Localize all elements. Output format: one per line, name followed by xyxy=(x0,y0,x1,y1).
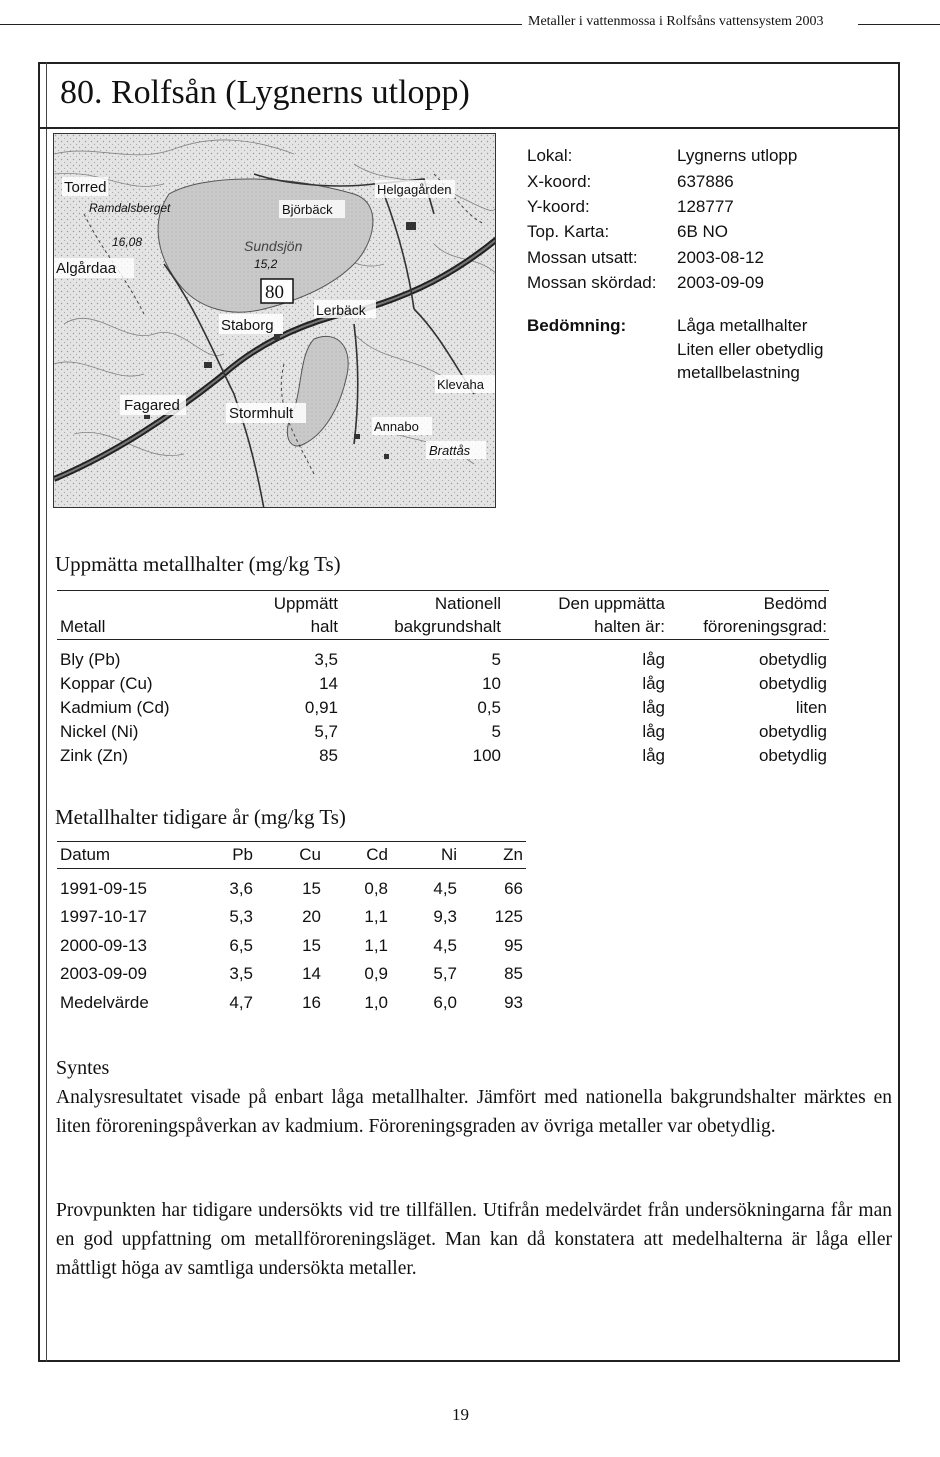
history-cell: 66 xyxy=(504,879,523,898)
map-label-klevaha: Klevaha xyxy=(437,377,484,392)
history-cell: 15 xyxy=(302,936,321,955)
bedomning-line-1: Låga metallhalter xyxy=(677,316,808,335)
table-cell-metall: Zink (Zn) xyxy=(60,746,128,765)
history-cell: 125 xyxy=(494,907,523,926)
table-cell-halten: låg xyxy=(642,650,665,669)
synthesis-paragraph-2: Provpunkten har tidigare undersökts vid tre tillfällen. Utifrån medelvärdet från undersökningarna får man en god uppfattning om metallföroreningsläget. Man kan då konstatera att medelhalterna är låga eller måttligt höga av samtliga undersökta metaller. xyxy=(56,1200,892,1279)
top-karta-value: 6B NO xyxy=(677,222,729,241)
map-label-fagared: Fagared xyxy=(124,397,180,414)
history-header-cu: Cu xyxy=(299,845,321,864)
table-cell-halt: 5,7 xyxy=(314,722,338,741)
table-cell-halten: låg xyxy=(642,722,665,741)
title-rule xyxy=(38,127,900,129)
col-header-uppmatt-2: halt xyxy=(310,617,338,636)
x-koord-value: 637886 xyxy=(677,172,734,191)
map-label-annabo: Annabo xyxy=(374,419,419,434)
col-header-grad-2: föroreningsgrad: xyxy=(703,617,827,636)
site-map xyxy=(53,133,496,508)
col-header-uppmatt-1: Uppmätt xyxy=(273,594,338,613)
bedomning-line-3: metallbelastning xyxy=(677,363,800,382)
mossan-skordad-label: Mossan skördad: xyxy=(527,273,657,292)
history-cell: 14 xyxy=(302,964,321,983)
map-label-lerback: Lerbäck xyxy=(316,302,366,318)
history-cell: 1,0 xyxy=(364,993,388,1012)
history-cell: 4,5 xyxy=(433,879,457,898)
col-header-grad-1: Bedömd xyxy=(763,594,827,613)
map-label-staborg: Staborg xyxy=(221,317,274,334)
table-cell-metall: Kadmium (Cd) xyxy=(60,698,170,717)
map-label-elev-15: 15,2 xyxy=(254,257,278,271)
lokal-value: Lygnerns utlopp xyxy=(677,146,798,165)
history-cell: 6,5 xyxy=(229,936,253,955)
history-header-rule xyxy=(57,868,526,869)
map-label-algardaa: Algårdaa xyxy=(56,260,117,277)
map-site-number: 80 xyxy=(265,282,284,303)
bedomning-line-2: Liten eller obetydlig xyxy=(677,340,824,359)
page-title: 80. Rolfsån (Lygnerns utlopp) xyxy=(60,74,470,111)
bedomning-label: Bedömning: xyxy=(527,316,627,335)
map-label-stormhult: Stormhult xyxy=(229,405,294,422)
topographic-map-image xyxy=(54,134,496,508)
measured-header-rule xyxy=(57,639,829,640)
table-cell-grad: obetydlig xyxy=(758,650,827,669)
lokal-label: Lokal: xyxy=(527,146,573,165)
map-label-elev-16: 16,08 xyxy=(112,235,143,249)
table-cell-halt: 85 xyxy=(319,746,338,765)
history-cell: 16 xyxy=(302,993,321,1012)
header-rule-left xyxy=(0,24,522,25)
table-cell-bakgrund: 100 xyxy=(472,746,501,765)
history-heading: Metallhalter tidigare år (mg/kg Ts) xyxy=(55,805,346,829)
measured-top-rule xyxy=(57,590,829,591)
mossan-skordad-value: 2003-09-09 xyxy=(677,273,764,292)
col-header-metall: Metall xyxy=(60,617,106,636)
history-cell: 6,0 xyxy=(433,993,457,1012)
x-koord-label: X-koord: xyxy=(527,172,592,191)
table-cell-grad: liten xyxy=(795,698,827,717)
frame-inner-rule xyxy=(46,62,47,1362)
history-cell: 15 xyxy=(302,879,321,898)
table-cell-halt: 0,91 xyxy=(304,698,338,717)
history-cell: 2000-09-13 xyxy=(60,936,147,955)
table-cell-grad: obetydlig xyxy=(758,746,827,765)
table-cell-bakgrund: 5 xyxy=(491,722,501,741)
history-header-cd: Cd xyxy=(366,845,388,864)
history-cell: 9,3 xyxy=(433,907,457,926)
table-cell-bakgrund: 10 xyxy=(482,674,501,693)
mossan-utsatt-label: Mossan utsatt: xyxy=(527,248,638,267)
history-cell: 2003-09-09 xyxy=(60,964,147,983)
history-cell: Medelvärde xyxy=(60,993,149,1012)
history-cell: 95 xyxy=(504,936,523,955)
map-label-torred: Torred xyxy=(64,179,107,196)
table-cell-halt: 14 xyxy=(319,674,338,693)
history-cell: 93 xyxy=(504,993,523,1012)
synthesis-paragraph-1: Analysresultatet visade på enbart låga metallhalter. Jämfört med nationella bakgrundshalter märktes en liten föroreningspåverkan av kadmium. Föroreningsgraden av övriga metaller var obetydlig. xyxy=(56,1087,892,1137)
table-cell-halt: 3,5 xyxy=(314,650,338,669)
history-cell: 1997-10-17 xyxy=(60,907,147,926)
history-header-ni: Ni xyxy=(440,845,457,864)
history-cell: 0,9 xyxy=(364,964,388,983)
table-cell-metall: Nickel (Ni) xyxy=(60,722,139,741)
history-cell: 1991-09-15 xyxy=(60,879,147,898)
measured-heading: Uppmätta metallhalter (mg/kg Ts) xyxy=(55,552,341,576)
table-cell-grad: obetydlig xyxy=(758,674,827,693)
map-label-ramdalsberget: Ramdalsberget xyxy=(89,201,171,215)
history-header-zn: Zn xyxy=(503,845,523,864)
history-header-pb: Pb xyxy=(232,845,253,864)
table-cell-halten: låg xyxy=(642,746,665,765)
history-cell: 4,5 xyxy=(433,936,457,955)
map-label-helgagarden: Helgagården xyxy=(377,182,452,197)
mossan-utsatt-value: 2003-08-12 xyxy=(677,248,764,267)
history-cell: 1,1 xyxy=(364,936,388,955)
history-cell: 0,8 xyxy=(364,879,388,898)
history-cell: 5,7 xyxy=(433,964,457,983)
y-koord-label: Y-koord: xyxy=(527,197,590,216)
header-rule-right xyxy=(858,24,940,25)
history-cell: 3,6 xyxy=(229,879,253,898)
history-cell: 20 xyxy=(302,907,321,926)
map-label-brattas: Brattås xyxy=(429,443,471,458)
history-cell: 85 xyxy=(504,964,523,983)
history-header-datum: Datum xyxy=(60,845,111,864)
top-karta-label: Top. Karta: xyxy=(527,222,610,241)
col-header-nationell-2: bakgrundshalt xyxy=(394,617,501,636)
table-cell-bakgrund: 0,5 xyxy=(477,698,501,717)
running-header xyxy=(0,14,940,34)
y-koord-value: 128777 xyxy=(677,197,734,216)
map-label-sundsjon: Sundsjön xyxy=(244,238,303,254)
table-cell-metall: Bly (Pb) xyxy=(60,650,121,669)
table-cell-halten: låg xyxy=(642,674,665,693)
history-cell: 1,1 xyxy=(364,907,388,926)
col-header-halten-1: Den uppmätta xyxy=(558,594,665,613)
table-cell-metall: Koppar (Cu) xyxy=(60,674,153,693)
table-cell-halten: låg xyxy=(642,698,665,717)
history-cell: 5,3 xyxy=(229,907,253,926)
history-cell: 4,7 xyxy=(229,993,253,1012)
table-cell-bakgrund: 5 xyxy=(491,650,501,669)
map-label-bjorback: Björbäck xyxy=(282,202,333,217)
table-cell-grad: obetydlig xyxy=(758,722,827,741)
col-header-halten-2: halten är: xyxy=(594,617,665,636)
page-number: 19 xyxy=(452,1405,469,1424)
history-top-rule xyxy=(57,841,526,842)
history-cell: 3,5 xyxy=(229,964,253,983)
running-title: Metaller i vattenmossa i Rolfsåns vattensystem 2003 xyxy=(528,14,824,29)
synthesis-heading: Syntes xyxy=(56,1057,110,1079)
col-header-nationell-1: Nationell xyxy=(434,594,501,613)
